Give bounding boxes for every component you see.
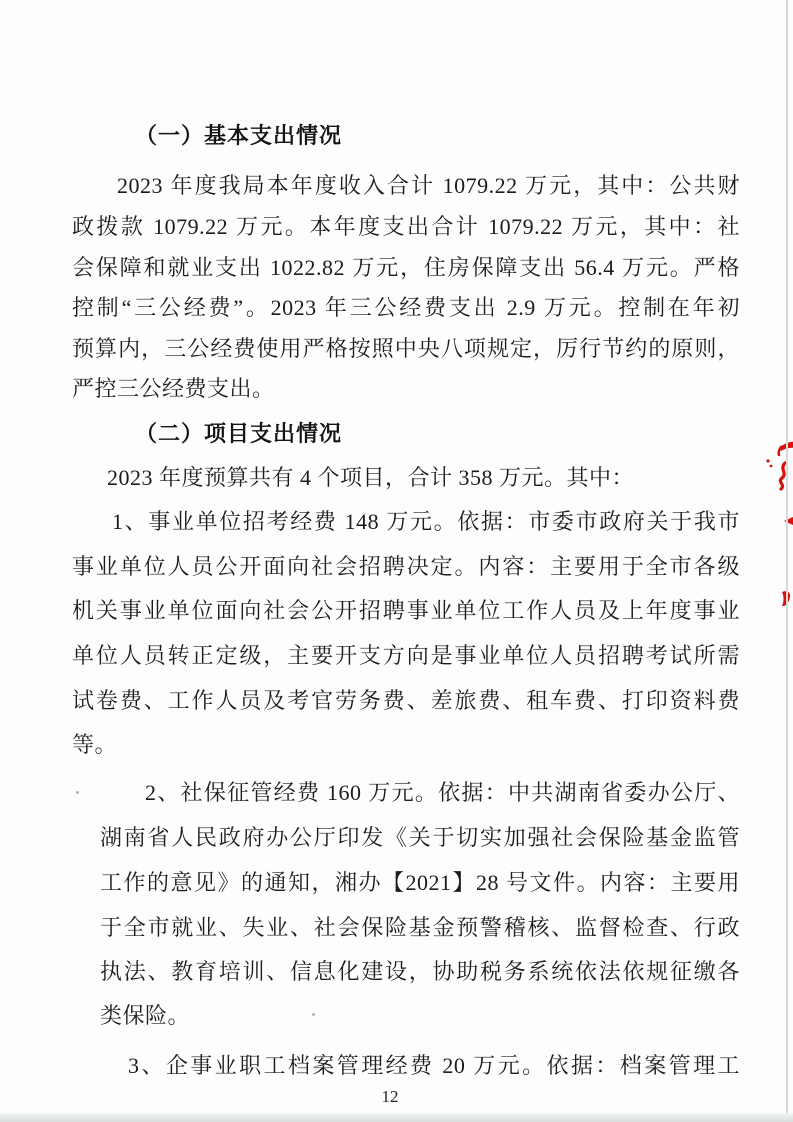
para-item2-line: 湖南省人民政府办公厅印发《关于切实加强社会保险基金监管 bbox=[100, 825, 740, 850]
para-item1-line: 单位人员转正定级，主要开支方向是事业单位人员招聘考试所需 bbox=[72, 643, 740, 668]
para-item2-line: 类保险。 bbox=[100, 1003, 191, 1028]
para-basic-line: 严控三公经费支出。 bbox=[72, 376, 275, 401]
para-project-summary-line: 2023 年度预算共有 4 个项目，合计 358 万元。其中： bbox=[107, 465, 635, 490]
para-item2-line: 工作的意见》的通知，湘办【2021】28 号文件。内容：主要用 bbox=[100, 870, 740, 895]
section-heading-basic-expenditure: （一）基本支出情况 bbox=[135, 123, 343, 148]
para-item2-line: 于全市就业、失业、社会保险基金预警稽核、监督检查、行政 bbox=[100, 915, 740, 940]
para-item1-line: 等。 bbox=[72, 732, 118, 757]
para-item1-line: 试卷费、工作人员及考官劳务费、差旅费、租车费、打印资料费 bbox=[72, 688, 740, 713]
bottom-scan-band bbox=[0, 1113, 793, 1122]
para-basic-line: 预算内，三公经费使用严格按照中央八项规定，厉行节约的原则， bbox=[72, 336, 740, 361]
page-number: 12 bbox=[381, 1087, 399, 1106]
para-item2-line: 执法、教育培训、信息化建设，协助税务系统依法依规征缴各 bbox=[100, 959, 740, 984]
para-basic-line: 2023 年度我局本年度收入合计 1079.22 万元，其中：公共财 bbox=[117, 173, 740, 198]
para-basic-line: 会保障和就业支出 1022.82 万元，住房保障支出 56.4 万元。严格 bbox=[72, 255, 740, 280]
para-basic-line: 政拨款 1079.22 万元。本年度支出合计 1079.22 万元，其中：社 bbox=[72, 214, 740, 239]
scan-speck bbox=[76, 791, 79, 794]
para-basic-line: 控制“三公经费”。2023 年三公经费支出 2.9 万元。控制在年初 bbox=[72, 295, 740, 320]
para-item2-line: 2、社保征管经费 160 万元。依据：中共湖南省委办公厅、 bbox=[145, 780, 740, 805]
para-item3-line: 3、企事业职工档案管理经费 20 万元。依据：档案管理工 bbox=[128, 1053, 740, 1078]
scan-speck bbox=[312, 1013, 315, 1016]
para-item1-line: 事业单位人员公开面向社会招聘决定。内容：主要用于全市各级 bbox=[72, 554, 740, 579]
para-item1-line: 机关事业单位面向社会公开招聘事业单位工作人员及上年度事业 bbox=[72, 598, 740, 623]
page-edge-line bbox=[786, 0, 788, 1122]
section-heading-project-expenditure: （二）项目支出情况 bbox=[135, 421, 343, 446]
para-item1-line: 1、事业单位招考经费 148 万元。依据：市委市政府关于我市 bbox=[112, 509, 740, 534]
